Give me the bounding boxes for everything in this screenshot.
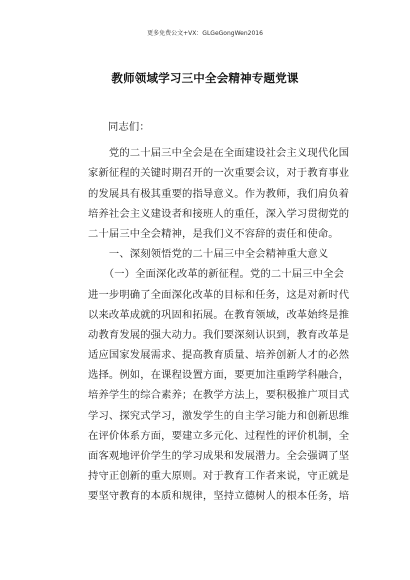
document-body (88, 117, 350, 507)
body-line: 以来改革成就的巩固和拓展。在教育领域，改革始终是推 (88, 308, 350, 321)
body-line: 进一步明确了全面深化改革的目标和任务，这是对新时代 (88, 288, 350, 301)
body-line: 家新征程的关键时期召开的一次重要会议，对于教育事业 (88, 167, 350, 180)
body-line: 选择。例如，在课程设置方面，要更加注重跨学科融合， (88, 369, 350, 382)
body-line: 党的二十届三中全会是在全面建设社会主义现代化国 (88, 147, 350, 160)
body-line: 持守正创新的重大原则。对于教育工作者来说，守正就是 (88, 470, 350, 483)
body-line: 要坚守教育的本质和规律，坚持立德树人的根本任务，培 (88, 490, 350, 503)
header-note: 更多免费公文+VX：GLGeGongWen2016 (147, 30, 263, 37)
body-line: 面客观地评价学生的学习成果和发展潜力。全会强调了坚 (88, 450, 350, 462)
section-heading: 一、深刻领悟党的二十届三中全会精神重大意义 (88, 248, 329, 261)
body-line: 培养社会主义建设者和接班人的重任，深入学习贯彻党的 (88, 207, 350, 220)
document-title: 教师领域学习三中全会精神专题党课 (111, 71, 299, 85)
body-line: 的发展具有极其重要的指导意义。作为教师，我们肩负着 (88, 187, 350, 200)
body-line: 在评价体系方面，要建立多元化、过程性的评价机制，全 (88, 429, 350, 442)
body-line: 学习、探究式学习，激发学生的自主学习能力和创新思维 (88, 409, 350, 422)
salutation: 同志们： (108, 121, 150, 133)
body-line: 动教育发展的强大动力。我们要深刻认识到，教育改革是 (88, 328, 350, 341)
body-line: 二十届三中全会精神，是我们义不容辞的责任和使命。 (88, 227, 339, 240)
body-line: 适应国家发展需求、提高教育质量、培养创新人才的必然 (88, 349, 350, 362)
body-line: （一）全面深化改革的新征程。党的二十届三中全会 (88, 268, 345, 281)
body-line: 培养学生的综合素养；在教学方法上，要积极推广项目式 (88, 389, 350, 402)
